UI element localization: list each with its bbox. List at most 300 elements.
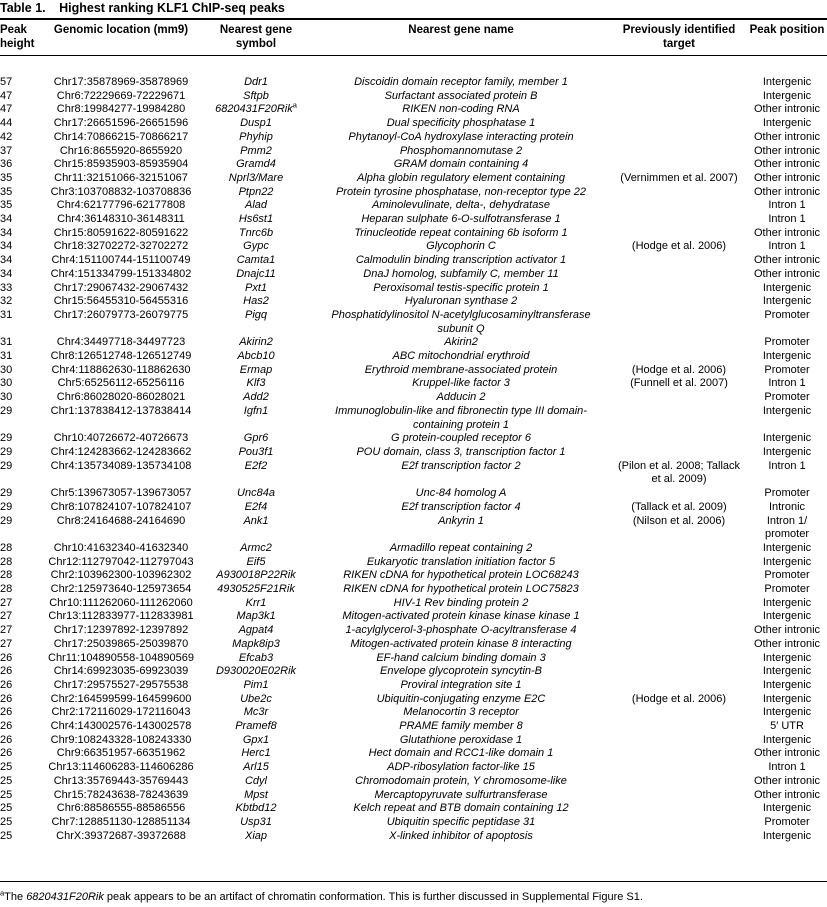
table-row xyxy=(0,282,827,296)
peak-position-cell xyxy=(747,761,827,775)
table-row xyxy=(0,501,827,515)
genomic-location-cell xyxy=(41,364,201,378)
gene-name-cell xyxy=(311,734,611,748)
gene-symbol-cell-text: Nprl3/Mare xyxy=(228,171,284,184)
gene-name-cell xyxy=(311,706,611,720)
previous-target-cell xyxy=(611,172,747,186)
previous-target-cell xyxy=(611,542,747,556)
gene-name-cell xyxy=(311,103,611,117)
genomic-location-cell xyxy=(41,103,201,117)
genomic-location-cell xyxy=(41,405,201,432)
genomic-location-cell-text: Chr4:151334799-151334802 xyxy=(50,267,192,280)
peak-height-cell-text: 31 xyxy=(0,350,13,363)
gene-name-cell xyxy=(311,638,611,652)
gene-name-cell-text: RIKEN cDNA for hypothetical protein LOC68243 xyxy=(343,569,579,582)
gene-symbol-cell-text: Dnajc11 xyxy=(236,267,276,280)
genomic-location-cell-text: Chr11:104890558-104890569 xyxy=(48,651,194,664)
genomic-location-cell-text: Chr9:66351957-66351962 xyxy=(56,747,186,760)
peak-height-cell xyxy=(0,282,41,296)
genomic-location-cell-text: Chr4:62177796-62177808 xyxy=(56,199,186,212)
peak-height-cell xyxy=(0,501,41,515)
peak-height-cell xyxy=(0,775,41,789)
table-row xyxy=(0,213,827,227)
gene-name-cell xyxy=(311,460,611,487)
gene-symbol-cell xyxy=(201,487,311,501)
previous-target-cell xyxy=(611,59,747,90)
previous-target-cell xyxy=(611,624,747,638)
previous-target-cell xyxy=(611,199,747,213)
previous-target-cell xyxy=(611,761,747,775)
genomic-location-cell-text: Chr10:40726672-40726673 xyxy=(53,432,189,445)
table-row xyxy=(0,131,827,145)
genomic-location-cell xyxy=(41,652,201,666)
peak-height-cell xyxy=(0,336,41,350)
peak-position-cell xyxy=(747,364,827,378)
genomic-location-cell-text: Chr2:125973640-125973654 xyxy=(50,583,192,596)
peak-position-cell xyxy=(747,227,827,241)
gene-name-cell xyxy=(311,158,611,172)
genomic-location-cell-text: Chr4:118862630-118862630 xyxy=(51,363,191,376)
peak-height-cell-text: 34 xyxy=(0,267,13,280)
peak-height-cell xyxy=(0,377,41,391)
gene-name-cell xyxy=(311,720,611,734)
previous-target-cell xyxy=(611,90,747,104)
table-row xyxy=(0,446,827,460)
peak-height-cell xyxy=(0,295,41,309)
genomic-location-cell-text: Chr17:29067432-29067432 xyxy=(53,281,189,294)
table-row xyxy=(0,336,827,350)
genomic-location-cell-text: Chr15:56455310-56455316 xyxy=(53,295,189,308)
genomic-location-cell xyxy=(41,761,201,775)
peak-position-cell-text: Intergenic xyxy=(762,678,812,691)
genomic-location-cell xyxy=(41,679,201,693)
gene-symbol-cell-text: Mapk8ip3 xyxy=(232,637,280,650)
gene-symbol-cell-text: Dusp1 xyxy=(240,117,272,130)
gene-name-cell xyxy=(311,377,611,391)
gene-name-cell xyxy=(311,172,611,186)
gene-symbol-cell-text: Pmm2 xyxy=(240,144,272,157)
previous-target-cell xyxy=(611,295,747,309)
peak-height-cell-text: 26 xyxy=(0,720,13,733)
peak-position-cell xyxy=(747,665,827,679)
peak-height-cell xyxy=(0,569,41,583)
peak-height-cell xyxy=(0,693,41,707)
peak-height-cell xyxy=(0,254,41,268)
peak-position-cell-text: Intergenic xyxy=(762,706,812,719)
peak-position-cell-text: Intergenic xyxy=(762,350,812,363)
previous-target-cell xyxy=(611,282,747,296)
peak-position-cell xyxy=(747,117,827,131)
footnote xyxy=(0,890,643,904)
gene-symbol-cell xyxy=(201,350,311,364)
peak-position-cell-text: Intergenic xyxy=(762,829,812,842)
table-row xyxy=(0,556,827,570)
genomic-location-cell xyxy=(41,391,201,405)
peak-height-cell-text: 27 xyxy=(0,610,13,623)
gene-name-cell xyxy=(311,199,611,213)
gene-symbol-cell-text: Has2 xyxy=(243,295,269,308)
peak-position-cell xyxy=(747,542,827,556)
gene-name-cell-text: Dual specificity phosphatase 1 xyxy=(386,117,536,130)
table-row xyxy=(0,830,827,844)
genomic-location-cell xyxy=(41,542,201,556)
gene-name-cell-text: Ubiquitin-conjugating enzyme E2C xyxy=(376,692,546,705)
gene-name-cell xyxy=(311,624,611,638)
genomic-location-cell xyxy=(41,501,201,515)
table-row xyxy=(0,775,827,789)
gene-symbol-cell-text: Unc84a xyxy=(237,487,275,500)
peak-position-cell-text: Promoter xyxy=(764,391,810,404)
gene-symbol-cell xyxy=(201,295,311,309)
previous-target-cell xyxy=(611,213,747,227)
peak-position-cell-text: Other intronic xyxy=(753,185,821,198)
peak-height-cell xyxy=(0,761,41,775)
genomic-location-cell xyxy=(41,336,201,350)
peak-position-cell xyxy=(747,747,827,761)
genomic-location-cell xyxy=(41,199,201,213)
previous-target-cell xyxy=(611,350,747,364)
peak-position-cell-text: Intergenic xyxy=(762,432,812,445)
gene-symbol-cell-text: D930020E02Rik xyxy=(215,665,297,678)
peak-position-cell-text: Other intronic xyxy=(753,747,821,760)
peak-position-cell-text: Other intronic xyxy=(753,130,821,143)
gene-name-cell xyxy=(311,186,611,200)
gene-symbol-cell-text: Ptpn22 xyxy=(238,185,274,198)
gene-symbol-cell-text: Add2 xyxy=(243,391,269,404)
gene-symbol-cell xyxy=(201,59,311,90)
peak-height-cell xyxy=(0,240,41,254)
previous-target-cell-text: (Hodge et al. 2006) xyxy=(631,692,727,705)
peak-height-cell xyxy=(0,597,41,611)
table-row xyxy=(0,734,827,748)
genomic-location-cell-text: Chr8:24164688-24164690 xyxy=(56,514,186,527)
genomic-location-cell xyxy=(41,158,201,172)
gene-symbol-cell-text: Mc3r xyxy=(243,706,269,719)
footnote-post: peak appears to be an artifact of chromatin conformation. This is further discussed in Supplemental Figure S1. xyxy=(103,891,643,903)
peak-height-cell-text: 26 xyxy=(0,651,13,664)
genomic-location-cell-text: Chr12:112797042-112797043 xyxy=(48,555,194,568)
table-body xyxy=(0,59,827,843)
genomic-location-cell-text: Chr1:137838412-137838414 xyxy=(50,404,192,417)
gene-name-cell xyxy=(311,665,611,679)
gene-symbol-cell-text: Hs6st1 xyxy=(238,213,274,226)
genomic-location-cell xyxy=(41,268,201,282)
peak-height-cell xyxy=(0,734,41,748)
peak-position-cell-text: Intergenic xyxy=(762,76,812,88)
peak-height-cell-text: 30 xyxy=(0,363,13,376)
gene-name-cell-text: ABC mitochondrial erythroid xyxy=(392,350,530,363)
table-row xyxy=(0,254,827,268)
gene-name-cell-text: Unc-84 homolog A xyxy=(415,487,507,500)
gene-symbol-cell xyxy=(201,569,311,583)
peak-height-cell-text: 27 xyxy=(0,637,13,650)
genomic-location-cell-text: Chr13:114606283-114606286 xyxy=(48,761,194,774)
peak-position-cell xyxy=(747,309,827,336)
gene-name-cell xyxy=(311,693,611,707)
peak-height-cell xyxy=(0,487,41,501)
table-row xyxy=(0,583,827,597)
peak-position-cell xyxy=(747,254,827,268)
gene-name-cell-text: Calmodulin binding transcription activator 1 xyxy=(355,254,567,267)
previous-target-cell xyxy=(611,706,747,720)
table-row xyxy=(0,816,827,830)
table-row xyxy=(0,761,827,775)
genomic-location-cell xyxy=(41,282,201,296)
genomic-location-cell-text: Chr18:32702272-32702272 xyxy=(53,240,189,253)
peak-position-cell-text: Intron 1 xyxy=(768,213,806,226)
peak-height-cell-text: 29 xyxy=(0,432,13,445)
gene-symbol-cell-text: E2f2 xyxy=(244,459,268,472)
genomic-location-cell-text: Chr6:86028020-86028021 xyxy=(56,391,186,404)
gene-symbol-cell-text: Phyhip xyxy=(239,130,273,143)
previous-target-cell xyxy=(611,487,747,501)
table-row xyxy=(0,706,827,720)
peak-height-cell-text: 28 xyxy=(0,541,13,554)
peak-height-cell-text: 26 xyxy=(0,678,13,691)
genomic-location-cell-text: Chr10:111262060-111262060 xyxy=(49,596,193,609)
previous-target-cell xyxy=(611,775,747,789)
gene-symbol-cell xyxy=(201,172,311,186)
genomic-location-cell-text: Chr9:108243328-108243330 xyxy=(50,733,192,746)
table-row xyxy=(0,350,827,364)
genomic-location-cell xyxy=(41,775,201,789)
gene-name-cell-text: Surfactant associated protein B xyxy=(384,89,538,102)
genomic-location-cell-text: Chr8:107824107-107824107 xyxy=(50,500,192,513)
gene-symbol-cell xyxy=(201,364,311,378)
caption-title: Highest ranking KLF1 ChIP-seq peaks xyxy=(59,1,285,15)
peak-height-cell-text: 28 xyxy=(0,569,13,582)
gene-symbol-cell xyxy=(201,158,311,172)
gene-name-cell xyxy=(311,405,611,432)
gene-symbol-cell xyxy=(201,816,311,830)
peak-position-cell xyxy=(747,460,827,487)
previous-target-cell xyxy=(611,830,747,844)
peak-position-cell xyxy=(747,446,827,460)
peak-height-cell-text: 29 xyxy=(0,445,13,458)
gene-name-cell-text: Kelch repeat and BTB domain containing 12 xyxy=(353,802,569,815)
genomic-location-cell xyxy=(41,720,201,734)
genomic-location-cell xyxy=(41,90,201,104)
table-row xyxy=(0,240,827,254)
peak-height-cell-text: 26 xyxy=(0,733,13,746)
gene-symbol-cell-text: Cdyl xyxy=(244,774,267,787)
gene-name-cell xyxy=(311,90,611,104)
peak-position-cell xyxy=(747,734,827,748)
peak-position-cell-text: Intergenic xyxy=(762,610,812,623)
gene-symbol-cell-text: E2f4 xyxy=(244,500,268,513)
table-row xyxy=(0,405,827,432)
gene-symbol-cell-text: Pim1 xyxy=(243,678,269,691)
peak-position-cell-text: Intergenic xyxy=(762,445,812,458)
gene-name-cell xyxy=(311,295,611,309)
genomic-location-cell-text: Chr8:19984277-19984280 xyxy=(56,103,186,116)
gene-name-cell xyxy=(311,145,611,159)
peak-height-cell xyxy=(0,90,41,104)
table-row xyxy=(0,610,827,624)
gene-name-cell-text: Erythroid membrane-associated protein xyxy=(364,363,558,376)
peak-position-cell xyxy=(747,720,827,734)
gene-symbol-cell xyxy=(201,336,311,350)
genomic-location-cell-text: Chr5:139673057-139673057 xyxy=(50,487,192,500)
genomic-location-cell-text: Chr15:80591622-80591622 xyxy=(53,226,189,239)
gene-symbol-cell-text: Abcb10 xyxy=(237,350,275,363)
peak-height-cell xyxy=(0,624,41,638)
gene-name-cell-text: RIKEN non-coding RNA xyxy=(402,103,520,116)
genomic-location-cell-text: Chr4:151100744-151100749 xyxy=(51,254,191,267)
peak-position-cell-text: Intergenic xyxy=(762,89,812,102)
gene-symbol-cell xyxy=(201,679,311,693)
peak-height-cell-text: 31 xyxy=(0,308,13,321)
gene-symbol-cell-text: Ermap xyxy=(239,363,273,376)
genomic-location-cell-text: Chr17:26651596-26651596 xyxy=(53,117,189,130)
gene-symbol-cell-text: Gpr6 xyxy=(243,432,269,445)
peak-position-cell xyxy=(747,652,827,666)
genomic-location-cell-text: Chr8:126512748-126512749 xyxy=(50,350,192,363)
peak-height-cell-text: 37 xyxy=(0,144,13,157)
genomic-location-cell xyxy=(41,487,201,501)
genomic-location-cell xyxy=(41,172,201,186)
gene-name-cell-text: Proviral integration site 1 xyxy=(400,678,522,691)
peak-height-cell xyxy=(0,830,41,844)
gene-symbol-cell xyxy=(201,501,311,515)
genomic-location-cell-text: Chr16:8655920-8655920 xyxy=(59,144,183,157)
peak-position-cell-text: Intron 1 xyxy=(768,199,806,212)
peak-position-cell-text: Promoter xyxy=(764,583,810,596)
gene-name-cell-text: Protein tyrosine phosphatase, non-receptor type 22 xyxy=(335,185,587,198)
gene-symbol-cell xyxy=(201,789,311,803)
peak-position-cell xyxy=(747,282,827,296)
gene-symbol-cell-text: Gypc xyxy=(243,240,269,253)
bottom-rule xyxy=(0,881,827,882)
peak-position-cell xyxy=(747,583,827,597)
table-row xyxy=(0,268,827,282)
peak-height-cell xyxy=(0,117,41,131)
table-row xyxy=(0,432,827,446)
peak-height-cell xyxy=(0,59,41,90)
table-row xyxy=(0,789,827,803)
gene-name-cell xyxy=(311,816,611,830)
genomic-location-cell-text: Chr17:12397892-12397892 xyxy=(53,624,189,637)
peak-position-cell xyxy=(747,90,827,104)
peak-position-cell-text: Intron 1 xyxy=(768,240,806,253)
gene-name-cell-text: ADP-ribosylation factor-like 15 xyxy=(387,761,535,774)
peak-position-cell xyxy=(747,336,827,350)
table-row xyxy=(0,720,827,734)
peak-height-cell-text: 42 xyxy=(0,130,13,143)
header-genomic-location: Genomic location (mm9) xyxy=(53,24,189,36)
peak-position-cell xyxy=(747,693,827,707)
genomic-location-cell xyxy=(41,597,201,611)
previous-target-cell xyxy=(611,446,747,460)
gene-symbol-cell-text: Efcab3 xyxy=(238,651,274,664)
previous-target-cell xyxy=(611,309,747,336)
genomic-location-cell xyxy=(41,583,201,597)
gene-symbol-cell-text: Arl15 xyxy=(243,761,269,774)
peak-position-cell xyxy=(747,199,827,213)
gene-symbol-cell-text: Agpat4 xyxy=(238,624,274,637)
gene-symbol-cell-text: Armc2 xyxy=(240,541,272,554)
genomic-location-cell xyxy=(41,460,201,487)
gene-name-cell-text: E2f transcription factor 4 xyxy=(401,500,521,513)
peak-height-cell xyxy=(0,268,41,282)
peak-position-cell-text: Other intronic xyxy=(753,254,821,267)
peak-height-cell-text: 36 xyxy=(0,158,13,171)
peak-position-cell xyxy=(747,59,827,90)
gene-symbol-cell xyxy=(201,624,311,638)
peak-position-cell xyxy=(747,638,827,652)
peak-height-cell-text: 27 xyxy=(0,596,13,609)
previous-target-cell xyxy=(611,665,747,679)
gene-name-cell-text: Immunoglobulin-like and fibronectin type III domain-containing protein 1 xyxy=(335,404,587,431)
gene-symbol-cell-text: Herc1 xyxy=(241,747,271,760)
peak-position-cell-text: Promoter xyxy=(764,815,810,828)
gene-symbol-cell xyxy=(201,693,311,707)
peak-position-cell xyxy=(747,679,827,693)
gene-name-cell-text: Phytanoyl-CoA hydroxylase interacting protein xyxy=(348,130,574,143)
peak-height-cell-text: 25 xyxy=(0,829,13,842)
gene-symbol-cell xyxy=(201,282,311,296)
gene-name-cell-text: Heparan sulphate 6-O-sulfotransferase 1 xyxy=(361,213,561,226)
peak-height-cell xyxy=(0,652,41,666)
table-row xyxy=(0,59,827,90)
genomic-location-cell-text: Chr13:35769443-35769443 xyxy=(53,774,189,787)
gene-symbol-cell-text: Xiap xyxy=(244,829,268,842)
gene-name-cell-text: Phosphomannomutase 2 xyxy=(399,144,523,157)
gene-name-cell xyxy=(311,432,611,446)
peak-height-cell xyxy=(0,131,41,145)
gene-name-cell xyxy=(311,309,611,336)
genomic-location-cell xyxy=(41,734,201,748)
previous-target-cell-text: (Funnell et al. 2007) xyxy=(630,377,728,390)
gene-name-cell xyxy=(311,679,611,693)
gene-symbol-cell-text: Pxt1 xyxy=(244,281,267,294)
peak-position-cell-text: Promoter xyxy=(764,363,810,376)
previous-target-cell-text: (Tallack et al. 2009) xyxy=(631,500,727,513)
peak-height-cell xyxy=(0,405,41,432)
peak-height-cell xyxy=(0,583,41,597)
peak-position-cell-text: Promoter xyxy=(764,569,810,582)
gene-symbol-cell-text: Klf3 xyxy=(246,377,266,390)
genomic-location-cell xyxy=(41,446,201,460)
peak-height-cell-text: 35 xyxy=(0,185,13,198)
peak-position-cell xyxy=(747,515,827,542)
gene-symbol-cell xyxy=(201,706,311,720)
gene-symbol-cell xyxy=(201,268,311,282)
genomic-location-cell-text: Chr6:72229669-72229671 xyxy=(56,89,186,102)
genomic-location-cell-text: Chr6:88586555-88586556 xyxy=(56,802,186,815)
previous-target-cell xyxy=(611,569,747,583)
peak-position-cell xyxy=(747,377,827,391)
table-row xyxy=(0,309,827,336)
gene-symbol-cell-text: Tnrc6b xyxy=(238,226,274,239)
peak-height-cell xyxy=(0,446,41,460)
genomic-location-cell xyxy=(41,145,201,159)
previous-target-cell xyxy=(611,364,747,378)
previous-target-cell xyxy=(611,377,747,391)
gene-name-cell-text: Mercaptopyruvate sulfurtransferase xyxy=(374,788,548,801)
header-peak-position: Peak position xyxy=(749,24,825,36)
gene-name-cell-text: HIV-1 Rev binding protein 2 xyxy=(393,596,529,609)
gene-name-cell-text: Eukaryotic translation initiation factor 5 xyxy=(366,555,556,568)
gene-symbol-cell xyxy=(201,638,311,652)
footnote-marker: a xyxy=(292,100,297,110)
footnote-gene: 6820431F20Rik xyxy=(26,891,104,903)
gene-symbol-cell xyxy=(201,515,311,542)
peak-position-cell xyxy=(747,131,827,145)
peak-height-cell xyxy=(0,227,41,241)
peak-position-cell xyxy=(747,830,827,844)
peak-position-cell-text: Intergenic xyxy=(762,692,812,705)
